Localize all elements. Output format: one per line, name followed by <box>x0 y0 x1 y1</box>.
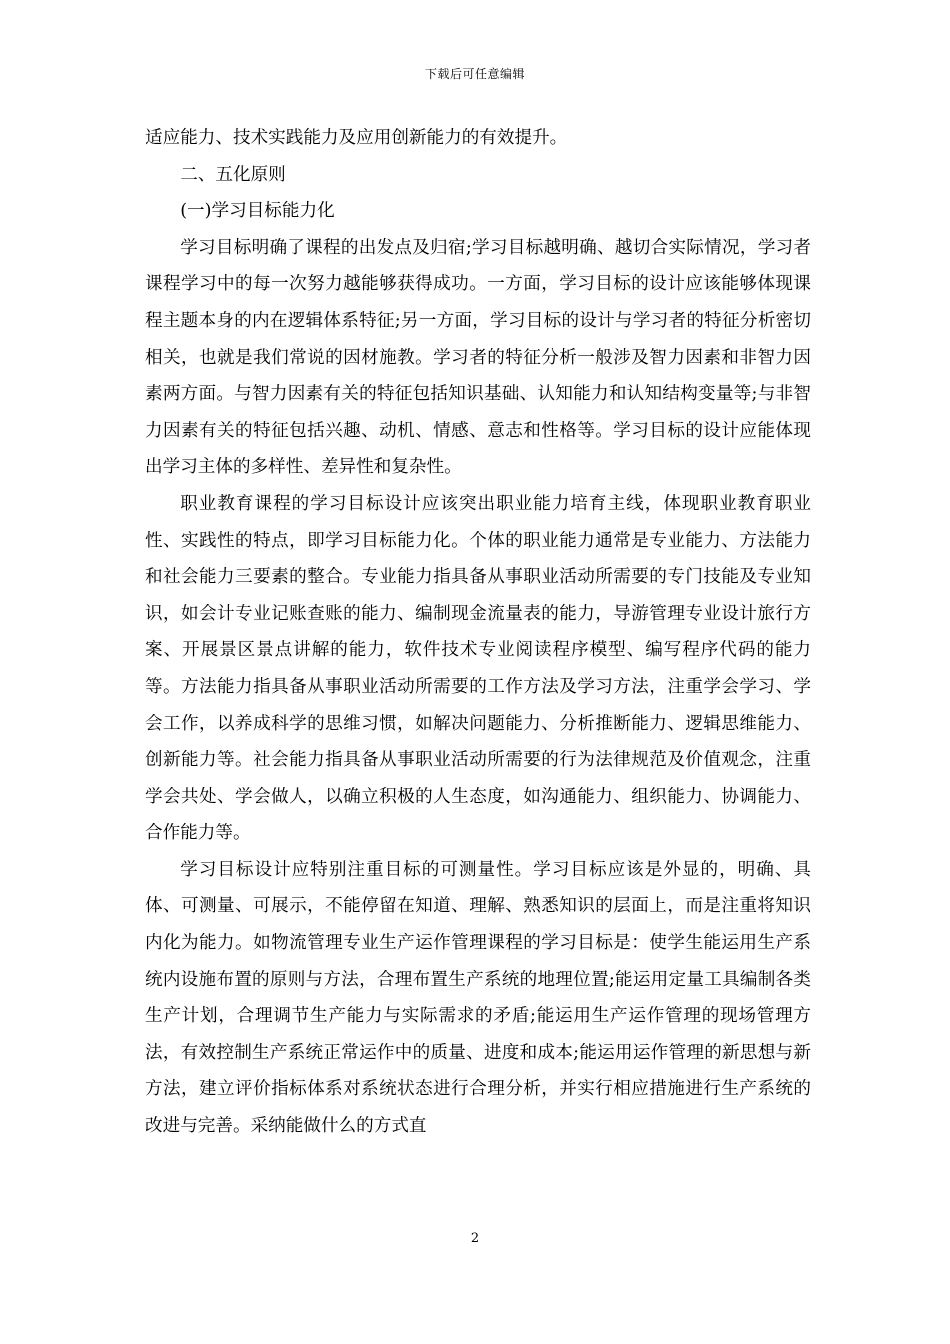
section-heading: 二、五化原则 <box>180 164 286 185</box>
page-number: 2 <box>470 1231 480 1246</box>
subsection-heading: (一)学习目标能力化 <box>180 201 335 222</box>
paragraph: 学习目标设计应特别注重目标的可测量性。学习目标应该是外显的，明确、具体、可测量、可展示，不能停留在知道、理解、熟悉知识的层面上，而是注重将知识内化为能力。如物流管理专业生产运作管理课程的学习目标是：使学生能运用生产系统内设施布置的原则与方法，合理布置生产系统的地理位置;能运用定量工具编制各类生产计划，合理调节生产能力与实际需求的矛盾;能运用生产运作管理的现场管理方法，有效控制生产系统正常运作中的质量、进度和成本;能运用运作管理的新思想与新方法，建立评价指标体系对系统状态进行合理分析，并实行相应措施进行生产系统的改进与完善。采纳能做什么的方式直 <box>145 859 811 1137</box>
paragraph-continuation: 适应能力、技术实践能力及应用创新能力的有效提升。 <box>145 128 568 148</box>
paragraph: 职业教育课程的学习目标设计应该突出职业能力培育主线，体现职业教育职业性、实践性的特点，即学习目标能力化。个体的职业能力通常是专业能力、方法能力和社会能力三要素的整合。专业能力指具备从事职业活动所需要的专门技能及专业知识，如会计专业记账查账的能力、编制现金流量表的能力，导游管理专业设计旅行方案、开展景区景点讲解的能力，软件技术专业阅读程序模型、编写程序代码的能力等。方法能力指具备从事职业活动所需要的工作方法及学习方法，注重学会学习、学会工作，以养成科学的思维习惯，如解决问题能力、分析推断能力、逻辑思维能力、创新能力等。社会能力指具备从事职业活动所需要的行为法律规范及价值观念，注重学会共处、学会做人，以确立积极的人生态度，如沟通能力、组织能力、协调能力、合作能力等。 <box>145 493 811 844</box>
page-header: 下载后可任意编辑 <box>424 67 525 81</box>
paragraph: 学习目标明确了课程的出发点及归宿;学习目标越明确、越切合实际情况，学习者课程学习中的每一次努力越能够获得成功。一方面，学习目标的设计应该能够体现课程主题本身的内在逻辑体系特征;另一方面，学习目标的设计与学习者的特征分析密切相关，也就是我们常说的因材施教。学习者的特征分析一般涉及智力因素和非智力因素两方面。与智力因素有关的特征包括知识基础、认知能力和认知结构变量等;与非智力因素有关的特征包括兴趣、动机、情感、意志和性格等。学习目标的设计应能体现出学习主体的多样性、差异性和复杂性。 <box>145 237 811 478</box>
document-body <box>145 120 811 1145</box>
